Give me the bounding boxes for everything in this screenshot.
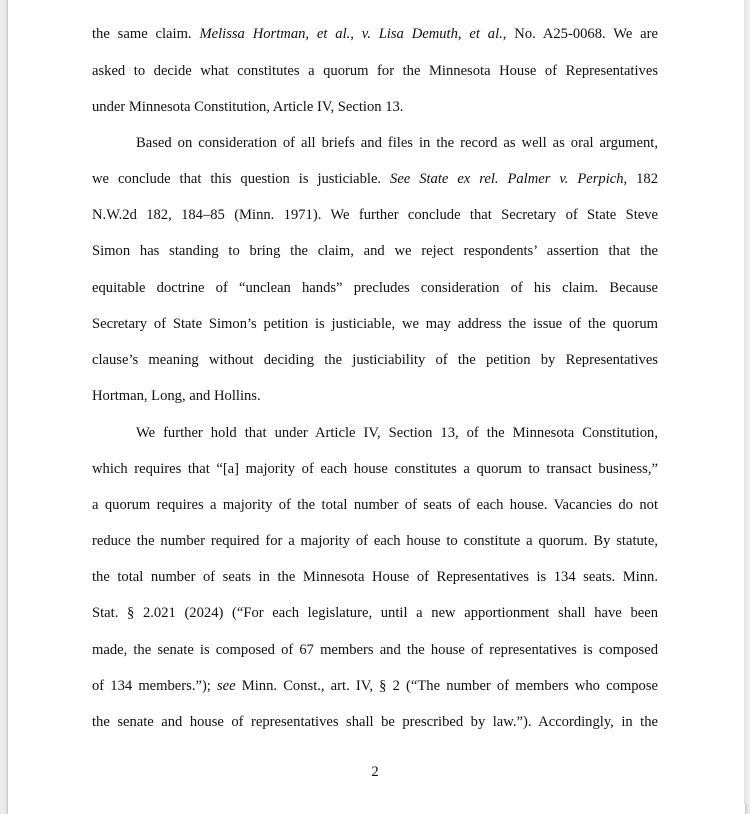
text-run: which requires that “[a] majority of each house constitutes a quorum to transact business,”: [92, 461, 658, 477]
text-line: [92, 496, 658, 514]
text-run: under Minnesota Constitution, Article IV, Section 13.: [92, 99, 404, 115]
viewer-right-edge: [744, 0, 750, 804]
text-line: [92, 532, 658, 550]
text-run: made, the senate is composed of 67 members and the house of representatives is composed: [92, 642, 658, 658]
text-run: Simon has standing to bring the claim, and we reject respondents’ assertion that the: [92, 243, 658, 259]
text-line: [92, 242, 658, 260]
text-line: [92, 460, 658, 478]
text-line: [92, 351, 658, 369]
text-run: reduce the number required for a majority of each house to constitute a quorum. By statute,: [92, 533, 658, 549]
text-line: [92, 206, 658, 224]
text-line: [92, 713, 658, 731]
text-line: [92, 641, 658, 659]
text-run: Minn. Const., art. IV, § 2 (“The number of members who compose: [235, 678, 658, 694]
text-run: the same claim.: [92, 26, 200, 42]
text-run: clause’s meaning without deciding the justiciability of the petition by Representatives: [92, 352, 658, 368]
text-line: [92, 279, 658, 297]
text-line: [92, 25, 658, 43]
italic-text-run: Melissa Hortman, et al., v. Lisa Demuth, et al.: [199, 26, 503, 42]
text-run: Stat. § 2.021 (2024) (“For each legislature, until a new apportionment shall have been: [92, 605, 658, 621]
text-run: , No. A25-0068. We are: [502, 26, 659, 42]
text-run: Secretary of State Simon’s petition is justiciable, we may address the issue of the quorum: [92, 316, 658, 332]
text-run: Based on consideration of all briefs and files in the record as well as oral argument,: [136, 135, 658, 151]
text-line: [92, 98, 658, 116]
text-line: [92, 677, 658, 695]
italic-text-run: See State ex rel. Palmer v. Perpich: [390, 171, 624, 187]
text-line: [92, 315, 658, 333]
text-line: [92, 568, 658, 586]
text-run: we conclude that this question is justiciable.: [92, 171, 391, 187]
text-line: [136, 134, 658, 152]
page-number: 2: [371, 764, 379, 780]
text-run: equitable doctrine of “unclean hands” precludes consideration of his claim. Because: [92, 280, 658, 296]
text-line: [136, 424, 658, 442]
text-run: of 134 members.”);: [92, 678, 217, 694]
text-run: the senate and house of representatives shall be prescribed by law.”). Accordingly, in the: [92, 714, 658, 730]
text-run: N.W.2d 182, 184–85 (Minn. 1971). We further conclude that Secretary of State Steve: [92, 207, 658, 223]
text-run: asked to decide what constitutes a quorum for the Minnesota House of Representatives: [92, 63, 658, 79]
text-line: [92, 604, 658, 622]
italic-text-run: see: [217, 678, 236, 694]
text-run: , 182: [623, 171, 659, 187]
text-run: the total number of seats in the Minnesota House of Representatives is 134 seats. Minn.: [92, 569, 658, 585]
text-line: [92, 170, 658, 188]
text-line: [92, 387, 658, 405]
text-run: Hortman, Long, and Hollins.: [92, 388, 261, 404]
text-run: a quorum requires a majority of the total number of seats of each house. Vacancies do not: [92, 497, 658, 513]
text-line: [92, 62, 658, 80]
text-run: We further hold that under Article IV, Section 13, of the Minnesota Constitution,: [136, 425, 658, 441]
